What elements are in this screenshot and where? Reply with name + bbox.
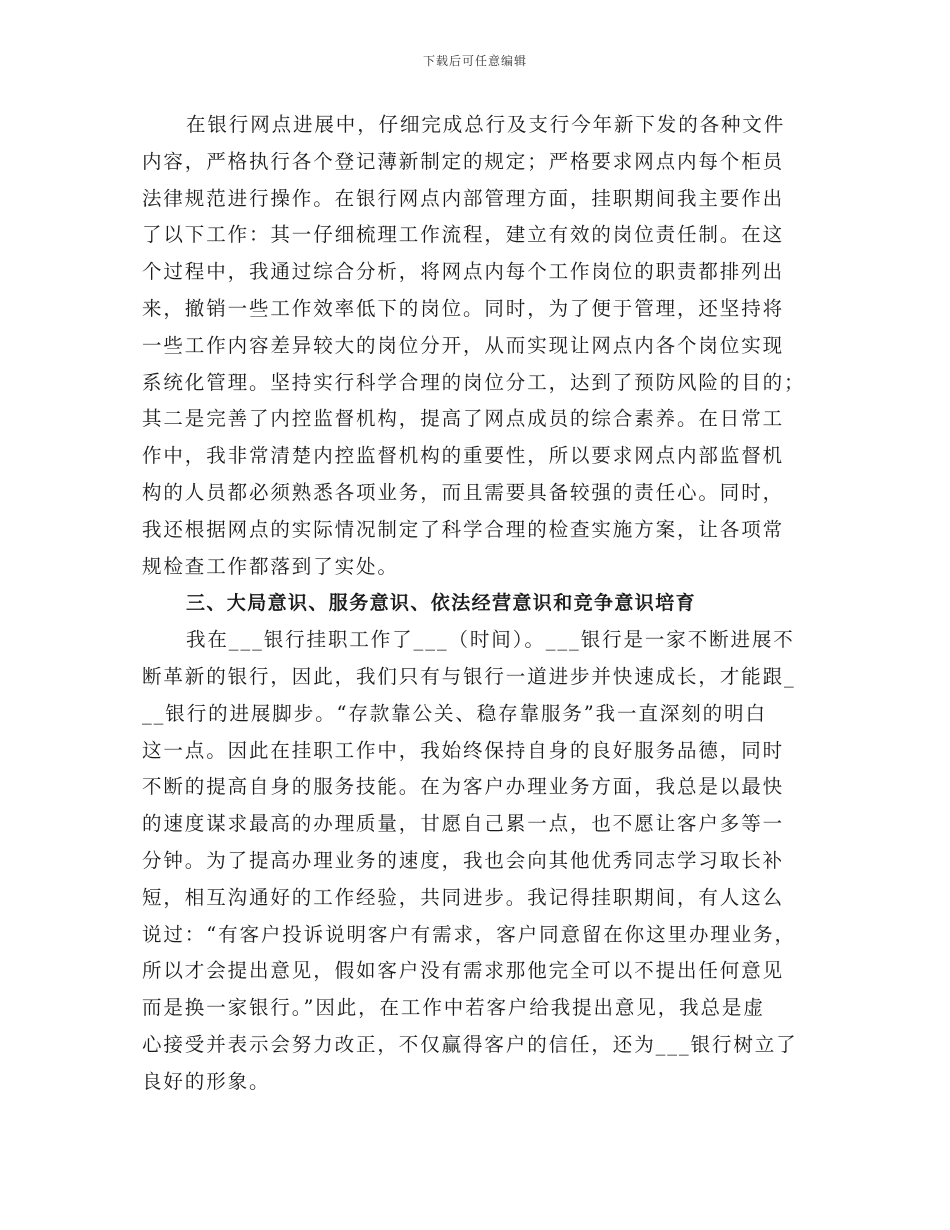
paragraph-line: 而是换一家银行。”因此，在工作中若客户给我提出意见，我总是虚 [142,996,765,1020]
paragraph-line: 系统化管理。坚持实行科学合理的岗位分工，达到了预防风险的目的； [142,370,806,394]
document-body [142,107,808,1101]
paragraph-line: 所以才会提出意见，假如客户没有需求那他完全可以不提出任何意见 [142,959,785,983]
paragraph-line: 我还根据网点的实际情况制定了科学合理的检查实施方案，让各项常 [142,517,785,541]
paragraph-line: 在银行网点进展中，仔细完成总行及支行今年新下发的各种文件 [186,113,786,136]
paragraph-line: 构的人员都必须熟悉各项业务，而且需要具备较强的责任心。同时， [142,480,785,504]
paragraph-line: 不断的提高自身的服务技能。在为客户办理业务方面，我总是以最快 [142,775,785,799]
paragraph-line: __银行的进展脚步。“存款靠公关、稳存靠服务”我一直深刻的明白 [142,701,767,725]
paragraph-line: 规检查工作都落到了实处。 [142,554,399,578]
paragraph-2 [142,622,808,1100]
paragraph-line: 说过：“有客户投诉说明客户有需求，客户同意留在你这里办理业务， [142,922,796,946]
paragraph-line: 良好的形象。 [142,1069,271,1093]
paragraph-line: 心接受并表示会努力改正，不仅赢得客户的信任，还为___银行树立了 [142,1032,798,1056]
paragraph-line: 了以下工作：其一仔细梳理工作流程，建立有效的岗位责任制。在这 [142,223,785,247]
paragraph-line: 来，撤销一些工作效率低下的岗位。同时，为了便于管理，还坚持将 [142,296,785,320]
paragraph-line: 这一点。因此在挂职工作中，我始终保持自身的良好服务品德，同时 [142,738,785,762]
section-heading: 三、大局意识、服务意识、依法经营意识和竞争意识培育 [186,592,697,615]
paragraph-1 [142,107,808,585]
page-header: 下载后可任意编辑 [422,54,527,68]
paragraph-line: 个过程中，我通过综合分析，将网点内每个工作岗位的职责都排列出 [142,260,785,284]
paragraph-line: 的速度谋求最高的办理质量，甘愿自己累一点，也不愿让客户多等一 [142,812,785,836]
paragraph-line: 其二是完善了内控监督机构，提高了网点成员的综合素养。在日常工 [142,407,785,431]
paragraph-line: 一些工作内容差异较大的岗位分开，从而实现让网点内各个岗位实现 [142,333,785,357]
paragraph-line: 内容，严格执行各个登记薄新制定的规定；严格要求网点内每个柜员 [142,149,785,173]
paragraph-line: 我在___银行挂职工作了___（时间）。___银行是一家不断进展不 [186,628,795,652]
paragraph-line: 法律规范进行操作。在银行网点内部管理方面，挂职期间我主要作出 [142,186,785,210]
paragraph-line: 分钟。为了提高办理业务的速度，我也会向其他优秀同志学习取长补 [142,848,785,872]
paragraph-line: 作中，我非常清楚内控监督机构的重要性，所以要求网点内部监督机 [142,444,785,468]
paragraph-line: 短，相互沟通好的工作经验，共同进步。我记得挂职期间，有人这么 [142,885,785,909]
paragraph-line: 断革新的银行，因此，我们只有与银行一道进步并快速成长，才能跟_ [142,664,796,688]
